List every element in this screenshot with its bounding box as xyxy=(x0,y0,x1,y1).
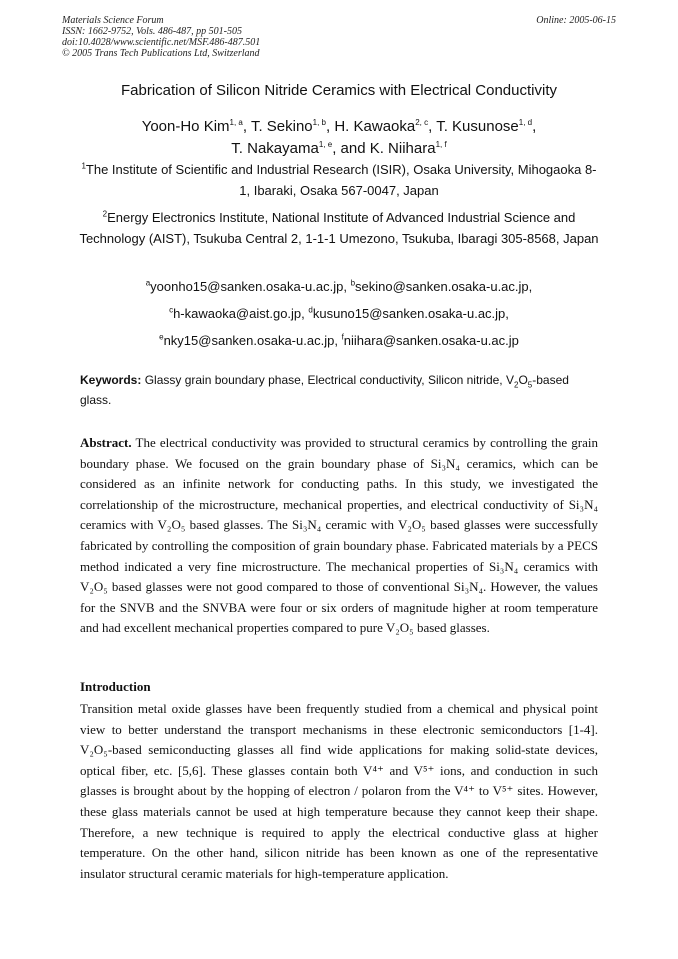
author: T. Sekino xyxy=(250,118,313,135)
keywords-text: -based glass. xyxy=(80,373,569,407)
affiliation-1 xyxy=(78,159,600,201)
author: T. Kusunose xyxy=(436,118,519,135)
subscript: 2 xyxy=(513,380,519,390)
journal-header xyxy=(62,15,616,59)
author: Yoon-Ho Kim xyxy=(141,118,230,135)
paper-title: Fabrication of Silicon Nitride Ceramics with Electrical Conductivity xyxy=(121,82,557,99)
doi-line: doi:10.4028/www.scientific.net/MSF.486-487.501 xyxy=(62,37,261,48)
email-address[interactable]: niihara@sanken.osaka-u.ac.jp xyxy=(343,333,519,348)
online-date: Online: 2005-06-15 xyxy=(536,15,616,26)
email-address[interactable]: yoonho15@sanken.osaka-u.ac.jp xyxy=(150,279,344,294)
email-tag: c xyxy=(169,305,174,315)
affiliation-text: The Institute of Scientific and Industrial Research (ISIR), Osaka University, Mihogaoka 8-1, Ibaraki, Osaka 567-0047, Japan xyxy=(85,162,597,198)
abstract-text: The electrical conductivity was provided to structural ceramics by controlling the grain boundary phase. We focused on the grain boundary phase of Si₃N₄ ceramics, which can be considered as an infinite network for conducting paths. In this study, we investigated the correlationship of the microstructure, mechanical properties, and electrical conductivity of Si₃N₄ ceramics with V₂O₅ based glasses. The Si₃N₄ ceramic with V₂O₅ based glasses were successfully fabricated by controlling the composition of grain boundary phase. Fabricated materials by a PECS method indicated a very fine microstructure. The mechanical properties of Si₃N₄ ceramics with V₂O₅ based glasses were not good compared to those of conventional Si₃N₄. However, the values for the SNVB and the SNVBA were four or six orders of magnitude higher at room temperature and had excellent mechanical properties compared to pure V₂O₅ based glasses. xyxy=(80,435,598,636)
author: K. Niihara xyxy=(369,140,436,157)
author-affil-mark: 1, e xyxy=(318,140,333,149)
author-affil-mark: 1, f xyxy=(435,140,447,149)
copyright-line: © 2005 Trans Tech Publications Ltd, Switzerland xyxy=(62,48,260,59)
author-separator: , and xyxy=(332,140,370,157)
author-list xyxy=(60,116,618,160)
author: T. Nakayama xyxy=(231,140,319,157)
author-affil-mark: 1, d xyxy=(518,118,533,127)
email-list: $^a$yoonho15@sanken.osaka-u.ac.jp, $^b$sekino@sanken.osaka-u.ac.jp, $^c$h-kawaoka@aist.go.jp, $^d$kusuno15@sanken.osaka-u.ac.jp, $^e$nky15@sanken.osaka-u.ac.jp, $^f$niihara@sanken.osaka-u.ac.jp xyxy=(145,278,533,348)
author-separator: , xyxy=(428,118,437,135)
affiliation-number: 2 xyxy=(102,209,108,219)
email-tag: b xyxy=(350,278,356,288)
keywords xyxy=(80,370,598,410)
keywords-text: Glassy grain boundary phase, Electrical conductivity, Silicon nitride, V xyxy=(141,373,514,387)
keywords-text: O xyxy=(518,373,528,387)
author-separator: , xyxy=(242,118,251,135)
email-address[interactable]: nky15@sanken.osaka-u.ac.jp xyxy=(163,333,335,348)
journal-name: Materials Science Forum xyxy=(62,15,164,26)
affiliation-2 xyxy=(78,207,600,249)
email-tag: a xyxy=(145,278,151,288)
author: H. Kawaoka xyxy=(334,118,416,135)
email-tag: d xyxy=(308,305,313,315)
email-tag: f xyxy=(341,332,344,342)
affiliation-text: Energy Electronics Institute, National Institute of Advanced Industrial Science and Technology (AIST), Tsukuba Central 2, 1-1-1 Umezono, Tsukuba, Ibaragi 305-8568, Japan xyxy=(79,210,599,246)
author-affil-mark: 2, c xyxy=(415,118,429,127)
author-affil-mark: 1, a xyxy=(229,118,243,127)
author-separator: , xyxy=(326,118,335,135)
introduction-text: Transition metal oxide glasses have been frequently studied from a chemical and physical point view to better understand the transport mechanisms in these electronic semiconductors [1-4]. V₂O₅-based semiconducting glasses all find wide applications for making solid-state devices, optical fiber, etc. [5,6]. These glasses contain both V⁴⁺ and V⁵⁺ ions, and conduction in such glasses is brought about by the hopping of electron / polaron from the V⁴⁺ to V⁵⁺ sites. However, these glass materials cannot be used at high temperature because they cannot keep their shape. Therefore, a new technique is required to apply the electrical conductive glass at higher temperature. On the other hand, silicon nitride has been known as one of the representative insulator structural ceramic materials for high-temperature application. xyxy=(80,701,598,881)
abstract-label: Abstract. xyxy=(80,435,132,450)
abstract xyxy=(80,433,598,639)
keywords-label: Keywords: xyxy=(80,373,142,387)
subscript: 5 xyxy=(527,380,533,390)
author-affil-mark: 1, b xyxy=(312,118,326,127)
email-address[interactable]: sekino@sanken.osaka-u.ac.jp xyxy=(355,279,529,294)
email-address[interactable]: kusuno15@sanken.osaka-u.ac.jp xyxy=(312,306,506,321)
author-separator: , xyxy=(532,118,537,135)
issn-line: ISSN: 1662-9752, Vols. 486-487, pp 501-505 xyxy=(62,26,242,37)
introduction-heading: Introduction xyxy=(80,679,151,694)
email-address[interactable]: h-kawaoka@aist.go.jp xyxy=(173,306,302,321)
email-tag: e xyxy=(159,332,164,342)
affiliation-number: 1 xyxy=(81,161,86,171)
